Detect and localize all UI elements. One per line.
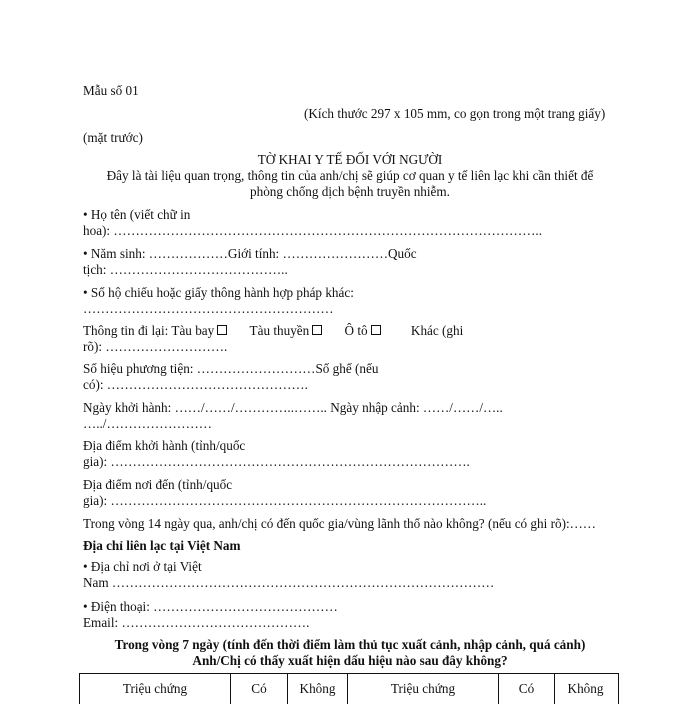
- symptoms-table: [79, 673, 619, 704]
- symptoms-heading-2: Anh/Chị có thấy xuất hiện dấu hiệu nào sau đây không?: [192, 653, 508, 668]
- table-header-no-1: Không: [288, 674, 348, 704]
- travel-car-label: Ô tô: [344, 323, 368, 338]
- travel-other-label: Khác (ghi: [410, 323, 464, 338]
- checkbox-ship[interactable]: [312, 325, 322, 335]
- name-field[interactable]: hoa): ……………………………………………………………………………………..: [83, 223, 542, 238]
- address-label: • Địa chỉ nơi ở tại Việt: [83, 559, 202, 574]
- travel-ship-label: Tàu thuyền: [249, 323, 310, 338]
- entry-date-field[interactable]: …../……………………: [83, 416, 212, 431]
- travel-other-field[interactable]: rõ): ……………………….: [83, 339, 228, 354]
- departure-label: Địa điểm khởi hành (tỉnh/quốc: [83, 438, 246, 453]
- passport-label: • Số hộ chiếu hoặc giấy thông hành hợp pháp khác:: [83, 285, 354, 300]
- birth-gender-label[interactable]: • Năm sinh: ………………Giới tính: ……………………Quốc: [83, 246, 417, 261]
- name-label: • Họ tên (viết chữ in: [83, 207, 191, 222]
- table-header-yes-1: Có: [231, 674, 288, 704]
- travel-info-row: [83, 322, 463, 339]
- travel-label: Thông tin đi lại: Tàu bay: [83, 323, 215, 338]
- table-header-symptom-1: Triệu chứng: [80, 674, 231, 704]
- departure-field[interactable]: gia): ……………………………………………………………………….: [83, 454, 470, 469]
- table-header-yes-2: Có: [499, 674, 555, 704]
- address-field[interactable]: Nam ……………………………………………………………………………: [83, 575, 495, 590]
- intro-line-1: Đây là tài liệu quan trọng, thông tin của anh/chị sẽ giúp cơ quan y tế liên lạc khi cần thiết để: [106, 168, 594, 183]
- email-field[interactable]: Email: …………………………………….: [83, 615, 310, 630]
- intro-line-2: phòng chống dịch bệnh truyền nhiễm.: [250, 184, 450, 199]
- seat-field[interactable]: có): ……………………………………….: [83, 377, 308, 392]
- checkbox-plane[interactable]: [217, 325, 227, 335]
- table-header-symptom-2: Triệu chứng: [348, 674, 499, 704]
- dates-label[interactable]: Ngày khởi hành: ……/……/…………..…….. Ngày nhập cảnh: ……/……/…..: [83, 400, 503, 415]
- destination-label: Địa điểm nơi đến (tỉnh/quốc: [83, 477, 233, 492]
- nationality-field[interactable]: tịch: …………………………………..: [83, 262, 288, 277]
- vehicle-seat-label[interactable]: Số hiệu phương tiện: ………………………Số ghế (nếu: [83, 361, 379, 376]
- size-note: (Kích thước 297 x 105 mm, co gọn trong một trang giấy): [304, 106, 606, 121]
- destination-field[interactable]: gia): …………………………………………………………………………..: [83, 493, 487, 508]
- form-title: TỜ KHAI Y TẾ ĐỐI VỚI NGƯỜI: [257, 152, 443, 167]
- form-number: Mẫu số 01: [83, 83, 139, 98]
- table-header-no-2: Không: [567, 681, 604, 696]
- countries-field[interactable]: Trong vòng 14 ngày qua, anh/chị có đến quốc gia/vùng lãnh thổ nào không? (nếu có ghi rõ):……: [83, 516, 596, 531]
- passport-field[interactable]: …………………………………………………: [83, 301, 334, 316]
- symptoms-heading-1: Trong vòng 7 ngày (tính đến thời điểm làm thủ tục xuất cảnh, nhập cảnh, quá cảnh): [114, 637, 586, 652]
- contact-heading: Địa chỉ liên lạc tại Việt Nam: [83, 538, 241, 553]
- checkbox-car[interactable]: [371, 325, 381, 335]
- phone-field[interactable]: • Điện thoại: ……………………………………: [83, 599, 338, 614]
- side-label: (mặt trước): [83, 130, 143, 145]
